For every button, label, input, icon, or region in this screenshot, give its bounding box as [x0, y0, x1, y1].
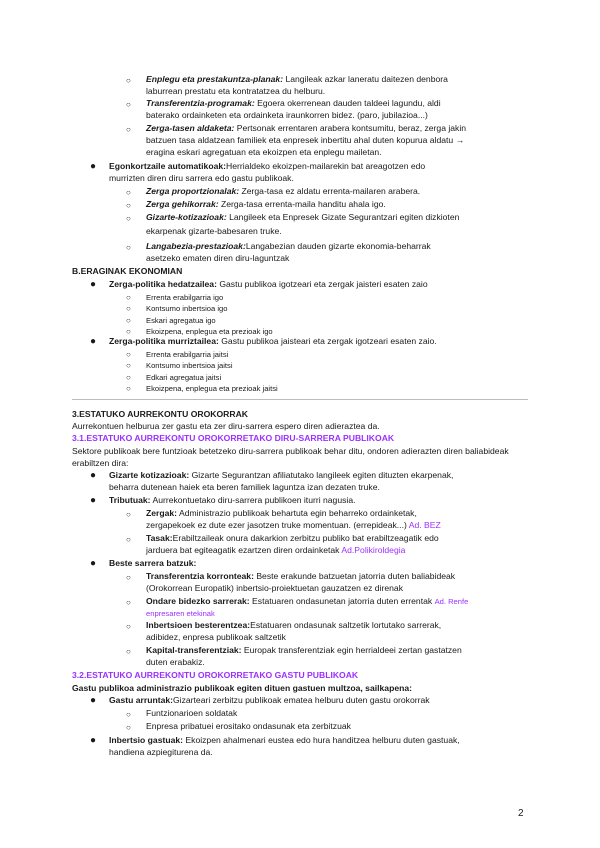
disc-bullet-icon: ●: [90, 279, 97, 290]
paragraph: Sektore publikoak bere funtzioak betetzeko diru-sarrera publikoak behar ditu, ondoren adierazten diren baliabideak: [72, 446, 509, 456]
list-item: Transferentzia-programak: Egoera okerrenean dauden taldeei lagundu, aldi: [146, 98, 441, 108]
disc-bullet-icon: ●: [90, 470, 97, 481]
list-item: Zerga-politika hedatzailea: Gastu publikoa igotzeari eta zergak jaisteri esaten zaio: [109, 279, 428, 289]
circle-bullet-icon: ○: [126, 373, 131, 382]
disc-bullet-icon: ●: [90, 695, 97, 706]
list-item-continuation: adibidez, enpresa publikoak saltzetik: [146, 632, 286, 642]
section-divider: [72, 399, 528, 400]
list-item: Inbertsio gastuak: Ekoizpen ahalmenari eustea edo hura handitzea helburu duten gastuak,: [109, 735, 460, 745]
list-item: Zerga gehikorrak: Zerga-tasa errenta-maila handitu ahala igo.: [146, 199, 386, 209]
list-item: Ekoizpena, enplegua eta prezioak igo: [146, 327, 273, 336]
circle-bullet-icon: ○: [126, 573, 131, 582]
list-item: Enpresa pribatuei erositako ondasunak eta zerbitzuak: [146, 721, 351, 731]
list-item: Enplegu eta prestakuntza-planak: Langileak azkar laneratu daitezen denbora: [146, 74, 448, 84]
circle-bullet-icon: ○: [126, 622, 131, 631]
list-item-continuation: handiena azpiegiturena da.: [109, 747, 213, 757]
list-item: Kapital-transferentziak: Europak transferentziak egin herrialdeei zertan gastatzen: [146, 645, 462, 655]
list-item: Zerga proportzionalak: Zerga-tasa ez aldatu errenta-mailaren arabera.: [146, 186, 421, 196]
disc-bullet-icon: ●: [90, 161, 97, 172]
circle-bullet-icon: ○: [126, 535, 131, 544]
list-item: Kontsumo inbertsioa igo: [146, 304, 228, 313]
circle-bullet-icon: ○: [126, 327, 131, 336]
list-item: Eskari agregatua igo: [146, 316, 216, 325]
list-item: Inbertsioen besterentzea:Estatuaren ondasunak saltzetik lortutako sarrerak,: [146, 620, 442, 630]
list-item: Transferentzia korronteak: Beste erakunde batzuetan jatorria duten baliabideak: [146, 571, 456, 581]
section-heading: B.ERAGINAK EKONOMIAN: [72, 266, 183, 276]
paragraph-continuation: erabiltzen dira:: [72, 458, 129, 468]
circle-bullet-icon: ○: [126, 214, 131, 223]
circle-bullet-icon: ○: [126, 100, 131, 109]
list-item: Errenta erabilgarria jaitsi: [146, 350, 229, 359]
circle-bullet-icon: ○: [126, 125, 131, 134]
subsection-heading: 3.2.ESTATUKO AURREKONTU OROKORRETAKO GASTU PUBLIKOAK: [72, 670, 359, 680]
list-item: Zerga-tasen aldaketa: Pertsonak errentaren arabera kontsumitu, beraz, zerga jakin: [146, 123, 467, 133]
list-item: Gizarte kotizazioak: Gizarte Segurantzan afiliatutako langileek egiten dituzten ekarpenak,: [109, 470, 454, 480]
list-item-continuation: zergapekoek ez dute ezer jasotzen truke momentuan. (errepideak...) Ad. BEZ: [146, 520, 441, 530]
list-item: Gastu arruntak:Gizarteari zerbitzu publikoak ematea helburu duten gastu orokorrak: [109, 695, 430, 705]
list-item: Zergak: Administrazio publikoak behartuta egin beharreko ordainketak,: [146, 508, 417, 518]
circle-bullet-icon: ○: [126, 188, 131, 197]
paragraph: Gastu publikoa administrazio publikoak egiten dituen gastuen multzoa, sailkapena:: [72, 683, 412, 693]
disc-bullet-icon: ●: [90, 735, 97, 746]
list-item-continuation: asetzeko ematen diren diru-laguntzak: [146, 253, 290, 263]
list-item: Tributuak: Aurrekontuetako diru-sarrera publikoen iturri nagusia.: [109, 495, 356, 505]
circle-bullet-icon: ○: [126, 350, 131, 359]
page-number: 2: [518, 808, 524, 819]
section-heading: 3.ESTATUKO AURREKONTU OROKORRAK: [72, 409, 249, 419]
disc-bullet-icon: ●: [90, 336, 97, 347]
list-item: Zerga-politika murriztailea: Gastu publikoa jaisteari eta zergak igotzeari esaten zaio.: [109, 336, 437, 346]
list-item: Beste sarrera batzuk:: [109, 558, 197, 568]
example-link-continuation: enpresaren etekinak: [146, 609, 215, 618]
paragraph: Aurrekontuen helburua zer gastu eta zer diru-sarrera espero diren adieraztea da.: [72, 421, 380, 431]
circle-bullet-icon: ○: [126, 710, 131, 719]
list-item-continuation: jarduera bat egiteagatik ezartzen diren ordainketak Ad.Polikiroldegia: [146, 545, 406, 555]
list-item-continuation: baterako ordainketen eta ordainketa iraunkorren bidez. (paro, jubilazioa...): [146, 110, 428, 120]
circle-bullet-icon: ○: [126, 647, 131, 656]
circle-bullet-icon: ○: [126, 304, 131, 313]
circle-bullet-icon: ○: [126, 384, 131, 393]
circle-bullet-icon: ○: [126, 293, 131, 302]
list-item-continuation: eragina eskari agregatuan eta ekoizpen eta enplegu mailetan.: [146, 147, 382, 157]
list-item: Langabezia-prestazioak:Langabezian dauden gizarte ekonomia-beharrak: [146, 241, 431, 251]
list-item: Kontsumo inbertsioa jaitsi: [146, 361, 233, 370]
list-item-continuation: laburrean prestatu eta kontratatzea du helburu.: [146, 86, 326, 96]
circle-bullet-icon: ○: [126, 316, 131, 325]
circle-bullet-icon: ○: [126, 243, 131, 252]
list-item: Ondare bidezko sarrerak: Estatuaren ondasunetan jatorria duten errentak Ad. Renfe: [146, 596, 469, 606]
list-item-continuation: duten erabakiz.: [146, 657, 205, 667]
circle-bullet-icon: ○: [126, 76, 131, 85]
list-item: Errenta erabilgarria igo: [146, 293, 224, 302]
circle-bullet-icon: ○: [126, 361, 131, 370]
list-item-continuation: (Orokorrean Europatik) inbertsio-proiektuetan gauzatzen ez direnak: [146, 583, 403, 593]
list-item: Gizarte-kotizazioak: Langileek eta Enpresek Gizate Segurantzari egiten dizkioten: [146, 212, 460, 222]
circle-bullet-icon: ○: [126, 510, 131, 519]
circle-bullet-icon: ○: [126, 723, 131, 732]
list-item: Ekoizpena, enplegua eta prezioak jaitsi: [146, 384, 278, 393]
list-item: Edkari agregatua jaitsi: [146, 373, 222, 382]
example-link: Ad.Polikiroldegia: [341, 545, 406, 555]
list-item: Tasak:Erabiltzaileak onura dakarkion zerbitzu publiko bat erabiltzeagatik edo: [146, 533, 439, 543]
subsection-heading: 3.1.ESTATUKO AURREKONTU OROKORRETAKO DIRU-SARRERA PUBLIKOAK: [72, 433, 395, 443]
disc-bullet-icon: ●: [90, 558, 97, 569]
list-item: Egonkortzaile automatikoak:Herrialdeko ekoizpen-mailarekin bat areagotzen edo: [109, 161, 426, 171]
example-link: Ad. BEZ: [408, 520, 441, 530]
example-link: Ad. Renfe: [434, 597, 469, 606]
list-item-continuation: batzuen tasa aldatzean familiek eta enpresek inbertitu ahal duten kopurua aldatu →: [146, 135, 465, 145]
list-item-continuation: beharra dutenean haiek eta beren familiek laguntza izan dezaten truke.: [109, 482, 380, 492]
circle-bullet-icon: ○: [126, 598, 131, 607]
list-item-continuation: ekarpenak gizarte-babesaren truke.: [146, 226, 282, 236]
list-item-continuation: murrizten diren diru sarrera edo gastu publikoak.: [109, 173, 294, 183]
disc-bullet-icon: ●: [90, 495, 97, 506]
circle-bullet-icon: ○: [126, 201, 131, 210]
list-item: Funtzionarioen soldatak: [146, 708, 238, 718]
